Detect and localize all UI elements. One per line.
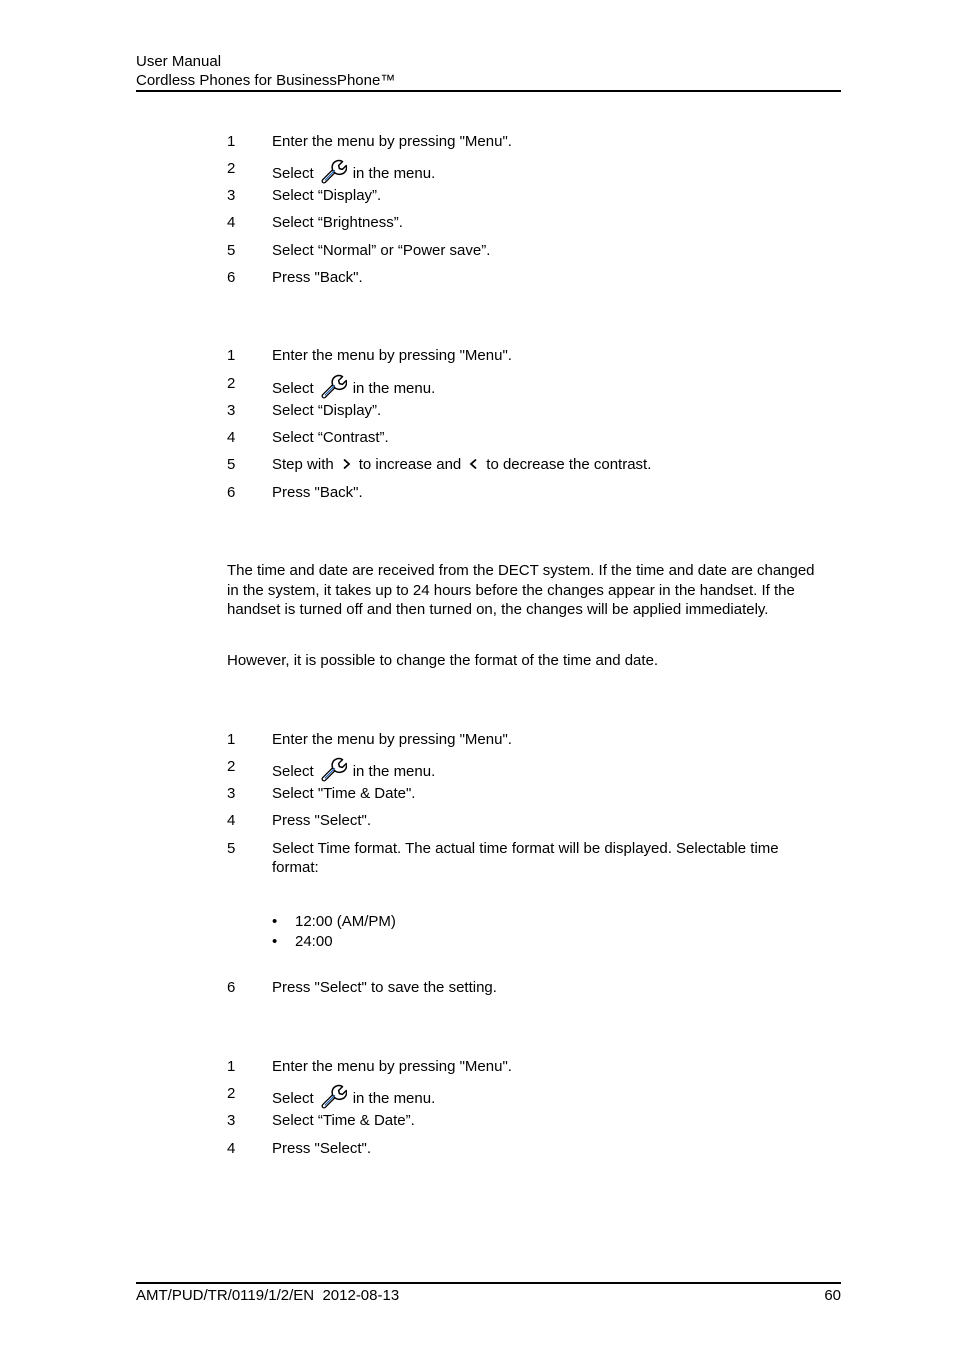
- step-text: Enter the menu by pressing "Menu".: [272, 731, 512, 748]
- time-format-option: 24:00: [295, 933, 333, 950]
- step-text: Press "Back".: [272, 484, 363, 501]
- step-text: Select Time format. The actual time format will be displayed. Selectable time format:: [272, 840, 779, 876]
- chevron-right-icon: [342, 458, 351, 470]
- step-number: 5: [227, 242, 236, 259]
- step-text: to decrease the contrast.: [486, 456, 652, 473]
- step-number: 3: [227, 402, 236, 419]
- step-number: 4: [227, 429, 236, 446]
- step-text: to increase and: [358, 456, 462, 473]
- step-number: 3: [227, 1112, 236, 1129]
- step-text: Press "Back".: [272, 269, 363, 286]
- header-subtitle: Cordless Phones for BusinessPhone™: [136, 72, 396, 89]
- step-number: 2: [227, 758, 236, 775]
- step-number: 4: [227, 812, 236, 829]
- step-text: Select: [272, 380, 314, 397]
- step-number: 1: [227, 1058, 236, 1075]
- step-number: 1: [227, 347, 236, 364]
- step-text: in the menu.: [352, 165, 436, 182]
- step-text: Press "Select" to save the setting.: [272, 979, 497, 996]
- step-text: Press "Select".: [272, 812, 372, 829]
- step-number: 2: [227, 160, 236, 177]
- step-number: 1: [227, 731, 236, 748]
- wrench-settings-icon: [320, 757, 347, 783]
- step-number: 6: [227, 484, 236, 501]
- document-id: AMT/PUD/TR/0119/1/2/EN 2012-08-13: [136, 1287, 400, 1304]
- step-number: 6: [227, 269, 236, 286]
- bullet: •: [272, 933, 278, 950]
- step-text: Step with: [272, 456, 334, 473]
- step-number: 2: [227, 1085, 236, 1102]
- header-title: User Manual: [136, 53, 222, 70]
- wrench-settings-icon: [320, 159, 347, 185]
- step-text: Select “Display”.: [272, 402, 382, 419]
- step-text: Enter the menu by pressing "Menu".: [272, 1058, 512, 1075]
- step-number: 2: [227, 375, 236, 392]
- time-date-paragraph: The time and date are received from the DECT system. If the time and date are changed in the system, it takes up to 24 hours before the changes appear in the handset. If the handset is turned off and then turned on, the changes will be applied immediately.: [227, 562, 815, 618]
- step-text: Select “Display”.: [272, 187, 382, 204]
- step-number: 3: [227, 187, 236, 204]
- step-number: 5: [227, 840, 236, 857]
- time-format-option: 12:00 (AM/PM): [295, 913, 396, 930]
- step-text: Select: [272, 1090, 314, 1107]
- bullet: •: [272, 913, 278, 930]
- page-footer: [136, 1286, 841, 1305]
- step-number: 1: [227, 133, 236, 150]
- step-text: Press "Select".: [272, 1140, 372, 1157]
- step-text: Select “Contrast”.: [272, 429, 389, 446]
- step-text: Select “Normal” or “Power save”.: [272, 242, 491, 259]
- step-text: in the menu.: [352, 763, 436, 780]
- step-text: Select: [272, 165, 314, 182]
- page-number: 60: [824, 1287, 841, 1304]
- wrench-settings-icon: [320, 374, 347, 400]
- step-text: Enter the menu by pressing "Menu".: [272, 133, 512, 150]
- footer-rule: [136, 1282, 841, 1284]
- step-text: Select: [272, 763, 314, 780]
- step-number: 5: [227, 456, 236, 473]
- step-number: 4: [227, 1140, 236, 1157]
- page-header: [136, 52, 840, 90]
- step-number: 6: [227, 979, 236, 996]
- step-number: 4: [227, 214, 236, 231]
- header-rule: [136, 90, 841, 92]
- chevron-left-icon: [469, 458, 478, 470]
- step-text: in the menu.: [352, 1090, 436, 1107]
- step-text: Select “Time & Date”.: [272, 1112, 415, 1129]
- step-text: Select “Brightness”.: [272, 214, 403, 231]
- wrench-settings-icon: [320, 1084, 347, 1110]
- step-text: Select "Time & Date".: [272, 785, 416, 802]
- step-text: in the menu.: [352, 380, 436, 397]
- time-date-note: However, it is possible to change the format of the time and date.: [227, 652, 659, 669]
- step-number: 3: [227, 785, 236, 802]
- step-text: Enter the menu by pressing "Menu".: [272, 347, 512, 364]
